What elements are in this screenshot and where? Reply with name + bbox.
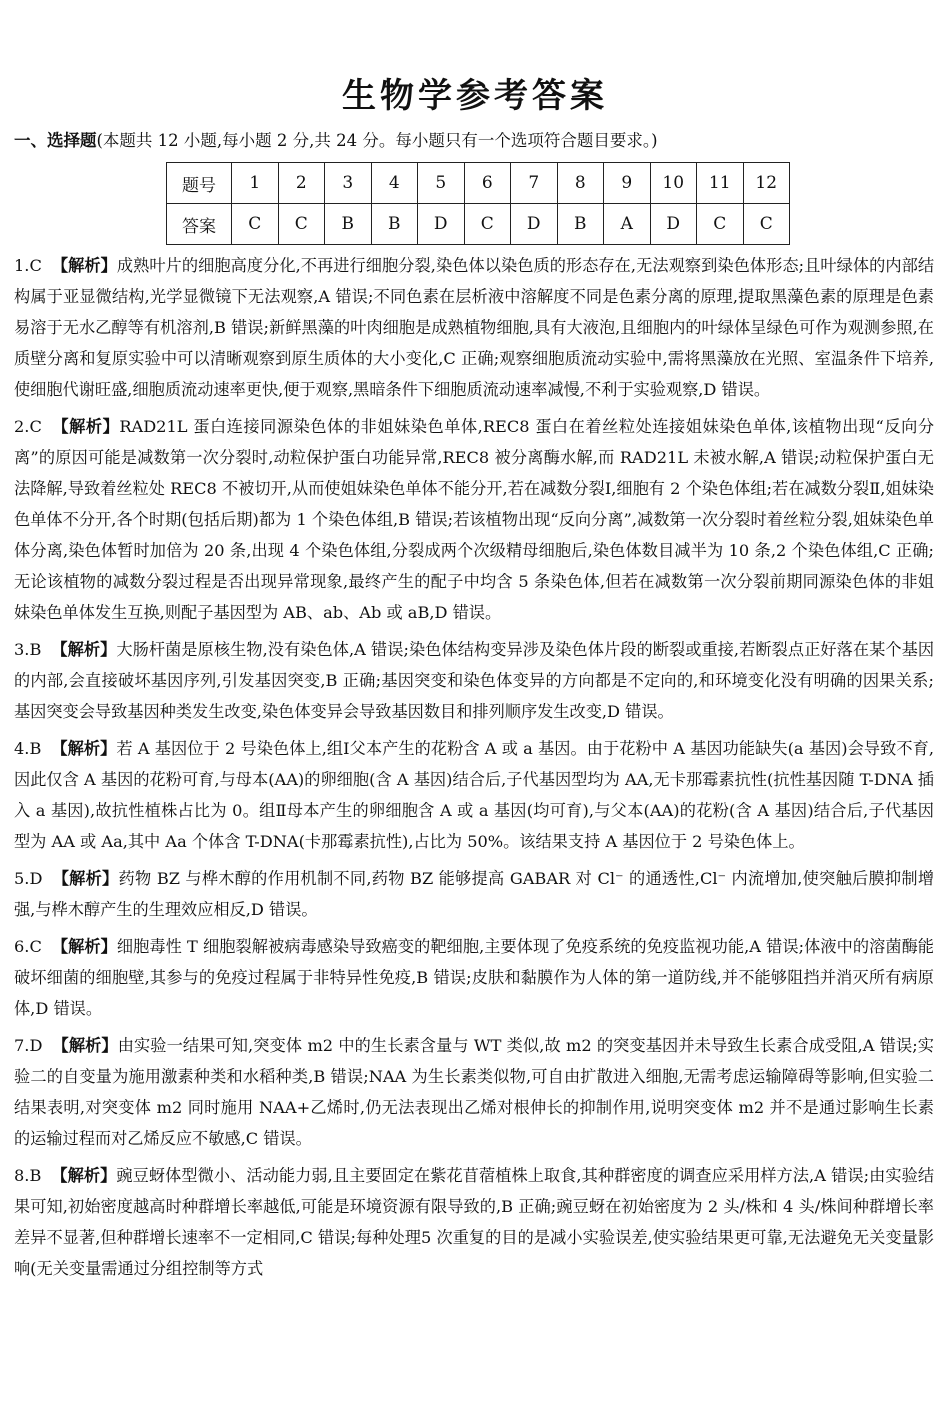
item-text: 成熟叶片的细胞高度分化,不再进行细胞分裂,染色体以染色质的形态存在,无法观察到染色体形态;且叶绿体的内部结构属于亚显微结构,光学显微镜下无法观察,A 错误;不同色素在层析液中溶解度不同是色素分离的原理,提取黑藻色素的原理是色素易溶于无水乙醇等有机溶剂,B 错误;新鲜黑藻的叶肉细胞是成熟植物细胞,具有大液泡,且细胞内的叶绿体呈绿色可作为观测参照,在质壁分离和复原实验中可以清晰观察到原生质体的大小变化,C 正确;观察细胞质流动实验中,需将黑藻放在光照、室温条件下培养,使细胞代谢旺盛,细胞质流动速率更快,便于观察,黑暗条件下细胞质流动速率减慢,不利于实验观察,D 错误。 <box>14 256 935 399</box>
item-text: 大肠杆菌是原核生物,没有染色体,A 错误;染色体结构变异涉及染色体片段的断裂或重接,若断裂点正好落在某个基因的内部,会直接破坏基因序列,引发基因突变,B 正确;基因突变和染色体变异的方向都是不定向的,和环境变化没有明确的因果关系;基因突变会导致基因种类发生改变,染色体变异会导致基因数目和排列顺序发生改变,D 错误。 <box>14 640 935 721</box>
item-number: 6.C <box>14 937 42 956</box>
page-title: 生物学参考答案 <box>342 76 608 116</box>
question-number: 6 <box>464 163 511 204</box>
explanation-item <box>14 411 934 628</box>
item-text: 由实验一结果可知,突变体 m2 中的生长素含量与 WT 类似,故 m2 的突变基因并未导致生长素合成受阻,A 错误;实验二的自变量为施用激素种类和水稻种类,B 错误;NAA 为生长素类似物,可自由扩散进入细胞,无需考虑运输障碍等影响,但实验二结果表明,对突变体 m2 同时施用 NAA+乙烯时,仍无法表现出乙烯对根伸长的抑制作用,说明突变体 m2 并不是通过影响生长素的运输过程而对乙烯反应不敏感,C 错误。 <box>14 1036 934 1148</box>
item-number: 3.B <box>14 640 42 659</box>
answer-cell: C <box>743 204 790 245</box>
item-number: 2.C <box>14 417 42 436</box>
answer-cell: C <box>232 204 279 245</box>
answer-cell: B <box>325 204 372 245</box>
table-row-numbers <box>167 163 790 204</box>
answer-cell: D <box>418 204 465 245</box>
question-number: 1 <box>232 163 279 204</box>
answer-cell: B <box>557 204 604 245</box>
item-number: 8.B <box>14 1166 42 1185</box>
explanations <box>14 250 934 1290</box>
item-tag: 【解析】 <box>52 869 119 888</box>
item-tag: 【解析】 <box>51 417 120 436</box>
question-number: 11 <box>697 163 744 204</box>
item-text: 细胞毒性 T 细胞裂解被病毒感染导致癌变的靶细胞,主要体现了免疫系统的免疫监视功能,A 错误;体液中的溶菌酶能破坏细菌的细胞壁,其参与的免疫过程属于非特异性免疫,B 错误;皮肤和黏膜作为人体的第一道防线,并不能够阻挡并消灭所有病原体,D 错误。 <box>14 937 934 1018</box>
row-label-answer: 答案 <box>167 204 232 245</box>
table-row-answers <box>167 204 790 245</box>
explanation-item <box>14 733 934 857</box>
question-number: 12 <box>743 163 790 204</box>
question-number: 5 <box>418 163 465 204</box>
item-tag: 【解析】 <box>52 1036 118 1055</box>
item-number: 1.C <box>14 256 42 275</box>
question-number: 10 <box>650 163 697 204</box>
item-number: 7.D <box>14 1036 43 1055</box>
item-number: 4.B <box>14 739 42 758</box>
question-number: 2 <box>278 163 325 204</box>
section-heading-label: 一、选择题 <box>14 131 97 150</box>
question-number: 9 <box>604 163 651 204</box>
answer-cell: C <box>697 204 744 245</box>
item-text: RAD21L 蛋白连接同源染色体的非姐妹染色单体,REC8 蛋白在着丝粒处连接姐妹染色单体,该植物出现“反向分离”的原因可能是减数第一次分裂时,动粒保护蛋白功能异常,REC8 被分离酶水解,而 RAD21L 未被水解,A 错误;动粒保护蛋白无法降解,导致着丝粒处 REC8 不被切开,从而使姐妹染色单体不能分开,若在减数分裂Ⅰ,细胞有 2 个染色体组;若在减数分裂Ⅱ,姐妹染色单体不分开,各个时期(包括后期)都为 1 个染色体组,B 错误;若该植物出现“反向分离”,减数第一次分裂时着丝粒分裂,姐妹染色单体分离,染色体暂时加倍为 20 条,出现 4 个染色体组,分裂成两个次级精母细胞后,染色体数目减半为 10 条,2 个染色体组,C 正确;无论该植物的减数分裂过程是否出现异常现象,最终产生的配子中均含 5 条染色体,但若在减数第一次分裂前期同源染色体的非姐妹染色单体发生互换,则配子基因型为 AB、ab、Ab 或 aB,D 错误。 <box>14 417 935 622</box>
answer-cell: C <box>278 204 325 245</box>
item-tag: 【解析】 <box>51 256 117 275</box>
answer-cell: A <box>604 204 651 245</box>
item-text: 豌豆蚜体型微小、活动能力弱,且主要固定在紫花苜蓿植株上取食,其种群密度的调查应采用样方法,A 错误;由实验结果可知,初始密度越高时种群增长率越低,可能是环境资源有限导致的,B 正确;豌豆蚜在初始密度为 2 头/株和 4 头/株间种群增长率差异不显著,但种群增长速率不一定相同,C 错误;每种处理5 次重复的目的是减小实验误差,使实验结果更可靠,无法避免无关变量影响(无关变量需通过分组控制等方式 <box>14 1166 935 1278</box>
answer-cell: D <box>650 204 697 245</box>
explanation-item <box>14 863 934 925</box>
item-tag: 【解析】 <box>51 739 117 758</box>
explanation-item <box>14 1160 934 1284</box>
answer-cell: B <box>371 204 418 245</box>
explanation-item <box>14 1030 934 1154</box>
item-number: 5.D <box>14 869 43 888</box>
question-number: 4 <box>371 163 418 204</box>
item-tag: 【解析】 <box>51 937 117 956</box>
item-text: 药物 BZ 与桦木醇的作用机制不同,药物 BZ 能够提高 GABAR 对 Cl⁻ 的通透性,Cl⁻ 内流增加,使突触后膜抑制增强,与桦木醇产生的生理效应相反,D 错误。 <box>14 869 935 919</box>
answer-cell: D <box>511 204 558 245</box>
item-text: 若 A 基因位于 2 号染色体上,组Ⅰ父本产生的花粉含 A 或 a 基因。由于花粉中 A 基因功能缺失(a 基因)会导致不育,因此仅含 A 基因的花粉可育,与母本(AA)的卵细胞(含 A 基因)结合后,子代基因型均为 AA,无卡那霉素抗性(抗性基因随 T-DNA 插入 a 基因),故抗性植株占比为 0。组Ⅱ母本产生的卵细胞含 A 或 a 基因(均可育),与父本(AA)的花粉(含 A 基因)结合后,子代基因型为 AA 或 Aa,其中 Aa 个体含 T-DNA(卡那霉素抗性),占比为 50%。该结果支持 A 基因位于 2 号染色体上。 <box>14 739 935 851</box>
item-tag: 【解析】 <box>51 1166 117 1185</box>
question-number: 8 <box>557 163 604 204</box>
explanation-item <box>14 250 934 405</box>
explanation-item <box>14 931 934 1024</box>
question-number: 3 <box>325 163 372 204</box>
question-number: 7 <box>511 163 558 204</box>
explanation-item <box>14 634 934 727</box>
answer-cell: C <box>464 204 511 245</box>
row-label-number: 题号 <box>167 163 232 204</box>
section-heading <box>14 128 934 154</box>
item-tag: 【解析】 <box>51 640 117 659</box>
section-note: (本题共 12 小题,每小题 2 分,共 24 分。每小题只有一个选项符合题目要求。) <box>96 131 658 150</box>
answer-table <box>166 162 790 245</box>
